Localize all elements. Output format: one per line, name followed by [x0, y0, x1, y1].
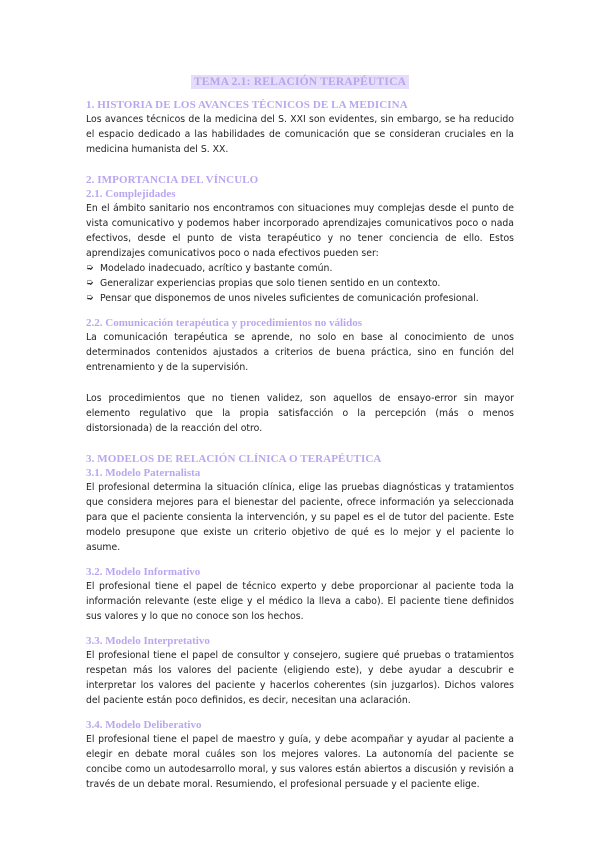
section-3-heading: 3. MODELOS DE RELACIÓN CLÍNICA O TERAPÉUTICA [86, 453, 382, 465]
subsection-3-2-heading: 3.2. Modelo Informativo [86, 566, 201, 578]
list-item: ➭ Pensar que disponemos de unos niveles suficientes de comunicación profesional. [86, 293, 479, 304]
subsection-3-1-paragraph: El profesional determina la situación clínica, elige las pruebas diagnósticas y tratamientos que considera mejores para el bienestar del paciente, ofrece información ya seleccionada para que el paciente consienta la intervención, y su papel es el de tutor del paciente. Este modelo presupone que existe un criterio objetivo de qué es lo mejor y el paciente lo asume. [86, 482, 514, 553]
subsection-2-2-heading: 2.2. Comunicación terapéutica y procedimientos no válidos [86, 317, 363, 329]
subsection-2-1-paragraph: En el ámbito sanitario nos encontramos con situaciones muy complejas desde el punto de vista comunicativo y podemos haber incorporado aprendizajes comunicativos poco o nada efectivos, desde el punto de vista terapéutico y no tener conciencia de ello. Estos aprendizajes comunicativos poco o nada efectivos pueden ser: [86, 203, 514, 259]
section-1-paragraph: Los avances técnicos de la medicina del S. XXI son evidentes, sin embargo, se ha reducido el espacio dedicado a las habilidades de comunicación que se consideran cruciales en la medicina humanista del S. XX. [86, 114, 514, 155]
subsection-3-4-paragraph: El profesional tiene el papel de maestro y guía, y debe acompañar y ayudar al paciente a elegir en debate moral cuáles son los mejores valores. La autonomía del paciente se concibe como un autodesarrollo moral, y sus valores están abiertos a discusión y revisión a través de un debate moral. Resumiendo, el profesional persuade y el paciente elige. [86, 734, 514, 790]
subsection-2-2-paragraph-2: Los procedimientos que no tienen validez, son aquellos de ensayo-error sin mayor elemento regulativo que la propia satisfacción o la percepción (más o menos distorsionada) de la reacción del otro. [86, 393, 514, 434]
document-title: TEMA 2.1: RELACIÓN TERAPÉUTICA [191, 75, 409, 89]
subsection-3-3-heading: 3.3. Modelo Interpretativo [86, 635, 210, 647]
subsection-3-2-paragraph: El profesional tiene el papel de técnico experto y debe proporcionar al paciente toda la información relevante (este elige y el médico la lleva a cabo). El paciente tiene definidos sus valores y lo que no conoce son los hechos. [86, 581, 514, 622]
arrow-right-icon: ➭ [86, 293, 94, 303]
subsection-2-1-heading: 2.1. Complejidades [86, 188, 176, 200]
document-body [86, 98, 514, 792]
subsection-3-1-heading: 3.1. Modelo Paternalista [86, 467, 201, 479]
bullet-list [86, 261, 514, 306]
subsection-2-2-paragraph-1: La comunicación terapéutica se aprende, no solo en base al conocimiento de unos determinados contenidos ajustados a criterios de buena práctica, sino en función del entrenamiento y de la supervisión. [86, 332, 514, 373]
title-wrapper [0, 72, 600, 90]
arrow-right-icon: ➭ [86, 263, 94, 273]
list-item: ➭ Modelado inadecuado, acrítico y bastante común. [86, 263, 333, 274]
subsection-3-4-heading: 3.4. Modelo Deliberativo [86, 719, 202, 731]
arrow-right-icon: ➭ [86, 278, 94, 288]
section-1-heading: 1. HISTORIA DE LOS AVANCES TÉCNICOS DE LA MEDICINA [86, 99, 408, 111]
section-2-heading: 2. IMPORTANCIA DEL VÍNCULO [86, 174, 259, 186]
list-item: ➭ Generalizar experiencias propias que solo tienen sentido en un contexto. [86, 278, 441, 289]
subsection-3-3-paragraph: El profesional tiene el papel de consultor y consejero, sugiere qué pruebas o tratamientos respetan más los valores del paciente (eligiendo este), y debe ayudar a descubrir e interpretar los valores del paciente y hacerlos coherentes (sin juzgarlos). Dichos valores del paciente están poco definidos, es decir, necesitan una aclaración. [86, 650, 514, 706]
